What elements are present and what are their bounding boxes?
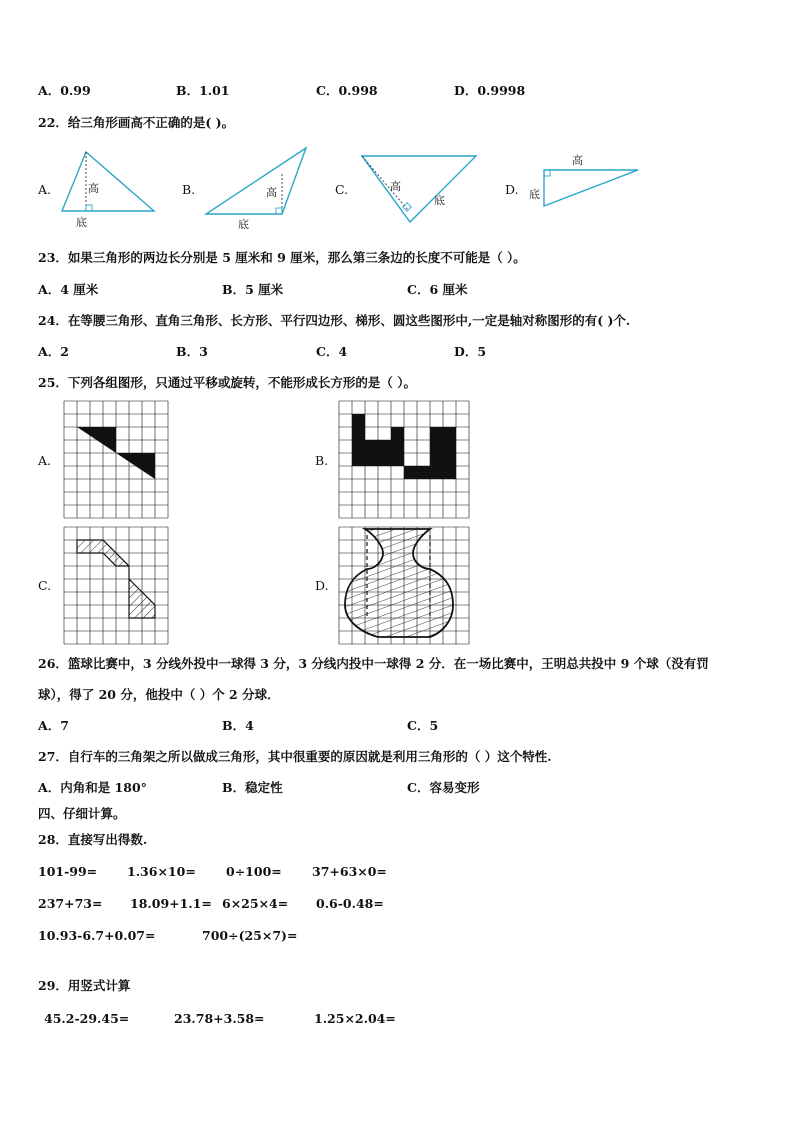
triangle-a-figure <box>60 148 160 230</box>
q28-r1-c4: 37+63×0= <box>312 864 387 879</box>
triangle-b-height-label: 高 <box>266 186 277 199</box>
q23-option-b: B．5 厘米 <box>222 282 284 297</box>
q22-label-b: B. <box>182 182 196 197</box>
q21-option-c: C．0.998 <box>316 83 378 98</box>
triangle-d-height-label: 高 <box>572 154 583 167</box>
q26-option-c: C．5 <box>407 718 439 733</box>
q24-option-d: D．5 <box>454 344 487 359</box>
grid-a-figure <box>64 401 168 518</box>
q23-option-a: A．4 厘米 <box>38 282 99 297</box>
q25-label-c: C. <box>38 578 52 593</box>
q22-label-c: C. <box>335 182 349 197</box>
q29-item-2: 23.78+3.58= <box>174 1011 265 1026</box>
q21-option-d: D．0.9998 <box>454 83 526 98</box>
q28-r2-c4: 0.6-0.48= <box>316 896 384 911</box>
triangle-c-figure <box>358 154 480 226</box>
q22-label-a: A. <box>38 182 52 197</box>
triangle-a-height-label: 高 <box>88 182 99 195</box>
q24-option-b: B．3 <box>176 344 208 359</box>
triangle-d-figure <box>526 152 644 212</box>
q21-option-a: A．0.99 <box>38 83 91 98</box>
q26-option-a: A．7 <box>38 718 69 733</box>
q28-r2-c1: 237+73= <box>38 896 103 911</box>
q28-r1-c3: 0÷100= <box>226 864 282 879</box>
q25-label-a: A. <box>38 453 52 468</box>
q26-option-b: B．4 <box>222 718 254 733</box>
q28-r3-c1: 10.93-6.7+0.07= <box>38 928 156 943</box>
q23-stem: 23．如果三角形的两边长分别是 5 厘米和 9 厘米，那么第三条边的长度不可能是（ ）。 <box>38 250 526 265</box>
q29-item-3: 1.25×2.04= <box>314 1011 396 1026</box>
q25-label-d: D. <box>315 578 329 593</box>
q28-r1-c1: 101-99= <box>38 864 98 879</box>
triangle-d-base-label: 底 <box>529 188 540 201</box>
grid-b-figure <box>339 401 469 518</box>
q27-option-c: C．容易变形 <box>407 780 480 795</box>
q26-stem-line2: 球），得了 20 分，他投中（ ）个 2 分球． <box>38 687 280 702</box>
q27-stem: 27．自行车的三角架之所以做成三角形，其中很重要的原因就是利用三角形的（ ）这个特性. <box>38 749 552 764</box>
q24-option-c: C．4 <box>316 344 348 359</box>
q26-stem-line1: 26．篮球比赛中，3 分线外投中一球得 3 分，3 分线内投中一球得 2 分．在一场比赛中，王明总共投中 9 个球（没有罚 <box>38 656 709 671</box>
q22-label-d: D. <box>505 182 519 197</box>
grid-c-figure <box>64 527 168 644</box>
section-4-title: 四、仔细计算。 <box>38 806 126 821</box>
triangle-b-figure <box>202 146 312 232</box>
q24-option-a: A．2 <box>38 344 69 359</box>
q28-r3-c2: 700÷(25×7)= <box>202 928 298 943</box>
q25-label-b: B. <box>315 453 329 468</box>
q28-r1-c2: 1.36×10= <box>127 864 196 879</box>
q29-item-1: 45.2-29.45= <box>44 1011 130 1026</box>
q27-option-b: B．稳定性 <box>222 780 283 795</box>
triangle-c-base-label: 底 <box>434 194 445 207</box>
triangle-a-base-label: 底 <box>76 216 87 229</box>
q23-option-c: C．6 厘米 <box>407 282 468 297</box>
q28-stem: 28．直接写出得数. <box>38 832 148 847</box>
q25-stem: 25．下列各组图形，只通过平移或旋转，不能形成长方形的是（ ）。 <box>38 375 416 390</box>
q21-option-b: B．1.01 <box>176 83 230 98</box>
triangle-c-height-label: 高 <box>390 180 401 193</box>
triangle-b-base-label: 底 <box>238 218 249 231</box>
q28-r2-c2: 18.09+1.1= <box>130 896 212 911</box>
q24-stem: 24．在等腰三角形、直角三角形、长方形、平行四边形、梯形、圆这些图形中,一定是轴对称图形的有( )个. <box>38 313 631 328</box>
grid-d-figure <box>339 527 469 644</box>
q22-stem: 22．给三角形画高不正确的是( )。 <box>38 115 235 130</box>
q27-option-a: A．内角和是 180° <box>38 780 147 795</box>
q28-r2-c3: 6×25×4= <box>222 896 289 911</box>
q29-stem: 29．用竖式计算 <box>38 978 131 993</box>
